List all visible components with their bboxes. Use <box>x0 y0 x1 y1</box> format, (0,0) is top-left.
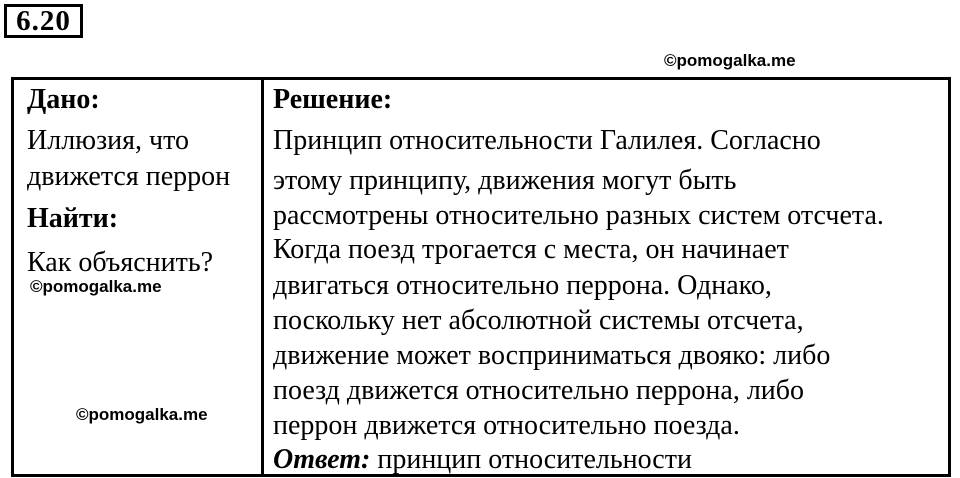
given-line: Иллюзия, что <box>27 125 189 156</box>
problem-number: 6.20 <box>4 4 83 38</box>
given-line: движется перрон <box>27 161 231 192</box>
watermark-top: ©pomogalka.me <box>664 51 796 70</box>
solution-line: рассмотрены относительно разных систем отсчета. <box>273 200 884 231</box>
solution-title: Решение: <box>273 84 393 115</box>
find-title: Найти: <box>27 203 119 234</box>
solution-line: движение может восприниматься двояко: либо <box>273 340 831 371</box>
solution-line: Принцип относительности Галилея. Согласно <box>273 125 821 156</box>
solution-line: этому принципу, движения могут быть <box>273 165 737 196</box>
solution-line: перрон движется относительно поезда. <box>273 410 740 441</box>
solution-line: Когда поезд трогается с места, он начинает <box>273 234 789 265</box>
solution-line: поскольку нет абсолютной системы отсчета, <box>273 305 804 336</box>
answer-line <box>273 442 692 478</box>
column-divider <box>261 80 264 474</box>
find-text: Как объяснить? <box>27 247 214 278</box>
watermark-left-lower: ©pomogalka.me <box>76 405 208 424</box>
answer-text: принцип относительности <box>377 444 692 475</box>
solution-line: двигаться относительно перрона. Однако, <box>273 270 772 301</box>
answer-label: Ответ: <box>273 444 371 475</box>
solution-line: поезд движется относительно перрона, либо <box>273 375 805 406</box>
given-title: Дано: <box>27 84 100 115</box>
watermark-left-upper: ©pomogalka.me <box>30 277 162 296</box>
